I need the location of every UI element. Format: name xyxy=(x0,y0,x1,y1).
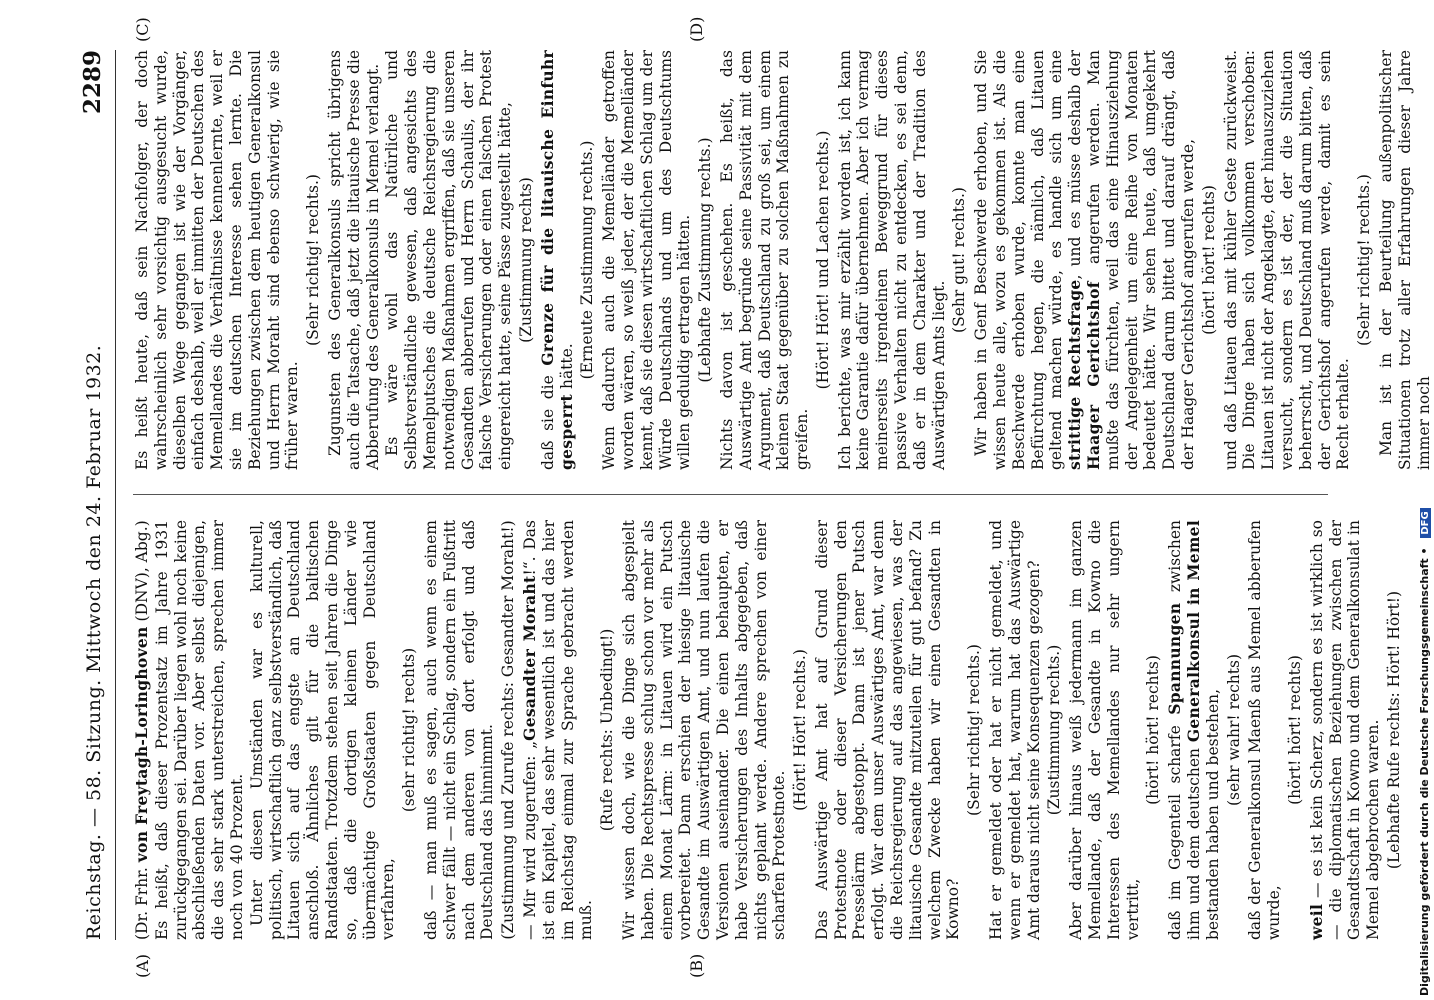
speech-paragraph: Wir wissen doch, wie die Dinge sich abgespielt haben. Die Rechtspresse schlug schon vor mehr als einem Monat Lärm: in Litauen wird ein Putsch vorbereitet. Dann erschien der hiesige litauische Gesandte im Auswärtigen Amt, und nun laufen die Versionen auseinander. Die einen behaupten, er habe Versicherungen des Inhalts abgegeben, daß nichts geplant werde. Andere sprechen von einer scharfen Protestnote. xyxy=(619,520,789,940)
speech-paragraph: und daß Litauen das mit kühler Geste zurückweist. Die Dinge haben sich vollkommen verschoben: Litauen ist nicht der Angeklagte, der hinauszuziehen versucht, sondern es ist der, der die Situation beherrscht, und Deutschland muß darum bitten, daß der Gerichtshof angerufen werde, damit es sein Recht erhalte. xyxy=(1221,50,1353,470)
interjection: (hört! hört! rechts) xyxy=(1199,185,1218,335)
speech-paragraph: Nichts davon ist geschehen. Es heißt, das Auswärtige Amt begründe seine Passivität mit dem Argument, daß Deutschland zu groß sei, um einem kleinen Staat gegenüber zu solchen Maßnahmen zu greifen. xyxy=(717,50,812,470)
interjection: (Zustimmung rechts) xyxy=(516,177,535,343)
interjection: (Hört! Hört! und Lachen rechts.) xyxy=(813,130,832,390)
margin-mark-b: (B) xyxy=(687,953,706,978)
margin-mark-c: (C) xyxy=(133,17,152,42)
interjection: (hört! hört! rechts) xyxy=(1286,655,1305,805)
interjection: (Sehr richtig! rechts.) xyxy=(1355,174,1374,346)
speech-paragraph: Es wäre wohl das Natürliche und Selbstverständliche gewesen, daß angesichts des Memelputsches die deutsche Reichsregierung die notwendigen Maßnahmen ergriffen, daß sie unseren Gesandten abberufen und Herrn Schaulis, der ihr falsche Versicherungen oder einen falschen Protest eingereicht hatte, seine Pässe zugestellt hätte, xyxy=(383,50,515,470)
dfg-logo: DFG xyxy=(1420,508,1431,537)
speech-paragraph: daß der Generalkonsul Maenß aus Memel abberufen wurde, xyxy=(1246,520,1284,940)
speech-paragraph: daß sie die Grenze für die litauische Einfuhr gesperrt hätte. xyxy=(537,50,576,470)
interjection: (Sehr richtig! rechts.) xyxy=(965,644,984,816)
interjection: (Hört! Hört! rechts.) xyxy=(791,649,810,811)
speech-paragraph: Es heißt, daß dieser Prozentsatz im Jahre 1931 zurückgegangen sei. Darüber liegen wohl noch keine abschließenden Daten vor. Aber selbst diejenigen, die das sehr stark unterstreichen, sprechen immer noch von 40 Prozent. xyxy=(152,520,246,940)
right-text-column xyxy=(133,50,1433,470)
digitization-note-text: Digitalisierung gefördert durch die Deutsche Forschungsgemeinschaft • xyxy=(1418,547,1431,996)
interjection: (Lebhafte Zustimmung rechts.) xyxy=(696,137,715,383)
interjection: (hört! hört! rechts) xyxy=(1144,655,1163,805)
digitization-note xyxy=(1418,16,1434,996)
speech-paragraph: Man ist in der Beurteilung außenpolitischer Situationen trotz aller Erfahrungen dieser Jahre immer noch xyxy=(1377,50,1433,470)
margin-mark-a: (A) xyxy=(133,953,152,978)
interjection: (Lebhafte Rufe rechts: Hört! Hört!) xyxy=(1385,590,1403,870)
interjection: (Zustimmung rechts.) xyxy=(1045,644,1064,816)
left-text-column xyxy=(132,519,1403,940)
speech-paragraph: daß — man muß es sagen, auch wenn es einem schwer fällt — nicht ein Schlag, sondern ein Fußtritt nach dem anderen von dort erfolgt und daß Deutschland das hinnimmt. xyxy=(421,520,497,940)
speech-paragraph: Es heißt heute, daß sein Nachfolger, der doch wahrscheinlich sehr vorsichtig ausgesucht wurde, dieselben Wege gegangen ist wie der Vorgänger, einfach deshalb, weil er inmitten der Deutschen des Memellandes die Verhältnisse kennenlernte, weil er sie im deutschen Interesse sehen lernte. Die Beziehungen zwischen dem heutigen Generalkonsul und Herrn Moraht sind ebenso schwierig, wie sie früher waren. xyxy=(133,50,302,470)
interjection: (Rufe rechts: Unbedingt!) xyxy=(598,628,617,832)
interjection: (Zustimmung und Zurufe rechts: Gesandter Moraht!) xyxy=(499,520,518,940)
speech-paragraph: Hat er gemeldet oder hat er nicht gemeldet, und wenn er gemeldet hat, warum hat das Auswärtige Amt daraus nicht seine Konsequenzen gezogen? xyxy=(987,520,1043,940)
interjection: (sehr richtig! rechts) xyxy=(400,647,419,813)
speech-paragraph: daß im Gegenteil scharfe Spannungen zwischen ihm und dem deutschen Generalkonsul in Memel bestanden haben und bestehen, xyxy=(1165,519,1222,940)
page-number: 2289 xyxy=(79,50,106,115)
header-title: Reichstag. — 58. Sitzung. Mittwoch den 24. Februar 1932. xyxy=(83,344,105,940)
speech-paragraph: (Dr. Frhr. von Freytagh-Loringhoven (DNV), Abg.) xyxy=(132,520,151,940)
interjection: (sehr wahr! rechts) xyxy=(1224,653,1243,807)
interjection: (Erneute Zustimmung rechts.) xyxy=(578,140,597,380)
speech-paragraph: Das Auswärtige Amt hat auf Grund dieser Protestnote oder dieser Versicherungen den Presselärm abgestoppt. Dann ist jener Putsch erfolgt. War dem unser Auswärtiges Amt, war denn die Reichsregierung auf das angewiesen, was der litauische Gesandte mitzuteilen für gut befand? Zu welchem Zwecke haben wir einen Gesandten in Kowno? xyxy=(812,520,963,940)
speech-paragraph: Aber darüber hinaus weiß jedermann im ganzen Memellande, daß der Gesandte in Kowno die Interessen des Memellandes nur sehr ungern vertritt, xyxy=(1067,520,1142,940)
page-header xyxy=(75,50,116,940)
speech-paragraph: Ich berichte, was mir erzählt worden ist, ich kann keine Garantie dafür übernehmen. Aber ich vermag meinerseits irgendeinen Beweggrund für dieses passive Verhalten nicht zu entdecken, es sei denn, daß er in dem Charakter und der Tradition des Auswärtigen Amts liegt. xyxy=(835,50,948,470)
speech-paragraph: Unter diesen Umständen war es kulturell, politisch, wirtschaftlich ganz selbstverständlich, daß Litauen sich auf das engste an Deutschland anschloß. Ähnliches gilt für die baltischen Randstaaten. Trotzdem stehen seit Jahren die Dinge so, daß die dortigen kleinen Länder wie übermächtige Großstaaten gegen Deutschland verfahren, xyxy=(247,520,398,940)
speech-paragraph: Wenn dadurch auch die Memelländer getroffen worden wären, so weiß jeder, der die Memelländer kennt, daß sie diesen wirtschaftlichen Schlag um der Würde Deutschlands und um des Deutschtums willen geduldig ertragen hätten. xyxy=(600,50,694,470)
interjection: (Sehr gut! rechts.) xyxy=(950,187,969,333)
speech-paragraph: Zugunsten des Generalkonsuls spricht übrigens auch die Tatsache, daß jetzt die litauische Presse die Abberufung des Generalkonsuls in Memel verlangt. xyxy=(325,50,382,470)
column-divider xyxy=(133,494,1328,495)
speech-paragraph: — Mir wird zugerufen: „Gesandter Moraht!“. Das ist ein Kapitel, das sehr wesentlich ist und das hier im Reichstag einmal zur Sprache gebracht werden muß. xyxy=(519,520,596,940)
speech-paragraph: Wir haben in Genf Beschwerde erhoben, und Sie wissen heute alle, wozu es gekommen ist. Als die Beschwerde erhoben wurde, konnte man eine Befürchtung hegen, die nämlich, daß Litauen geltend machen würde, es handle sich um eine strittige Rechtsfrage, und es müsse deshalb der Haager Gerichtshof angerufen werden. Man mußte das fürchten, weil das eine Hinausziehung der Angelegenheit um eine Reihe von Monaten bedeutet hätte. Wir sehen heute, daß umgekehrt Deutschland darum bittet und darauf drängt, daß der Haager Gerichtshof angerufen werde, xyxy=(972,50,1198,470)
margin-mark-d: (D) xyxy=(687,16,706,42)
interjection: (Sehr richtig! rechts.) xyxy=(304,174,323,346)
speech-paragraph: weil — es ist kein Scherz, sondern es ist wirklich so — die diplomatischen Beziehungen zwischen der Gesandtschaft in Kowno und dem Generalkonsulat in Memel abgebrochen waren. xyxy=(1306,520,1383,940)
